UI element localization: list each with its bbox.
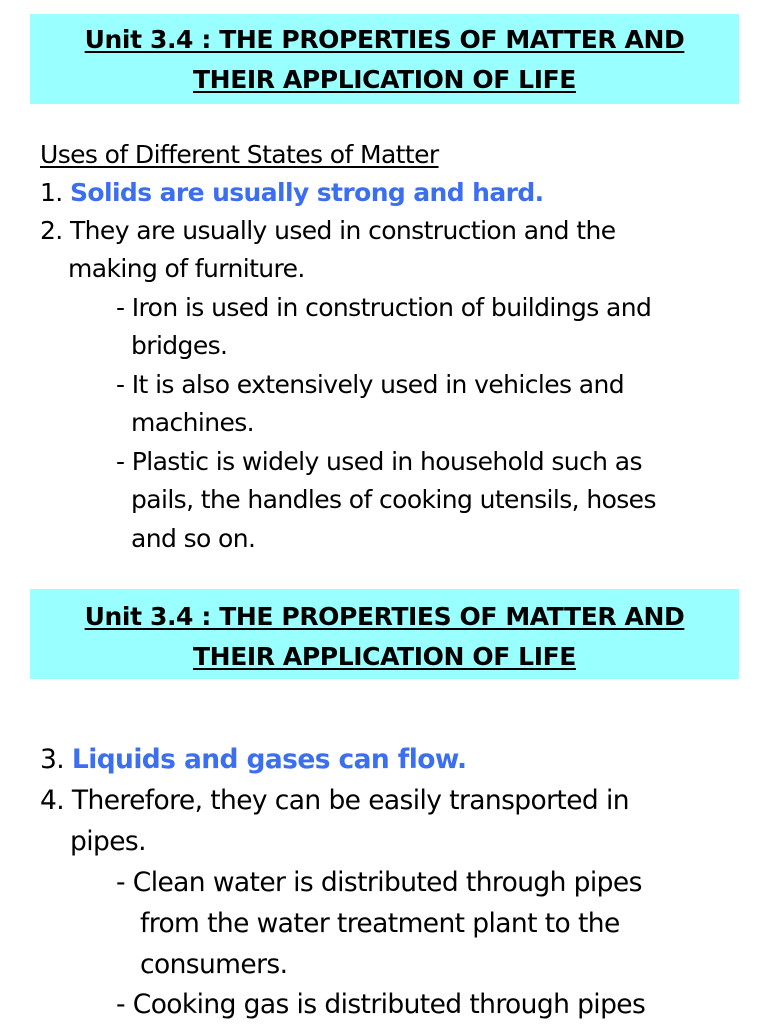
title-line: THEIR APPLICATION OF LIFE (193, 65, 576, 94)
title-line: THEIR APPLICATION OF LIFE (193, 642, 576, 671)
sub-item-cont: and so on. (131, 524, 256, 553)
sub-item: - It is also extensively used in vehicles and (116, 370, 624, 399)
sub-item-cont: bridges. (131, 331, 228, 360)
title-line: Unit 3.4 : THE PROPERTIES OF MATTER AND (84, 25, 685, 54)
sub-item-cont: machines. (131, 408, 255, 437)
section-heading: Uses of Different States of Matter (40, 140, 439, 169)
sub-item: - Iron is used in construction of buildings and (116, 293, 652, 322)
sub-item-cont: from the water treatment plant to the (140, 908, 620, 939)
item-number: 3. (40, 744, 65, 775)
title-banner (30, 14, 739, 104)
sub-item-cont: pails, the handles of cooking utensils, hoses (131, 485, 656, 514)
sub-item: - Plastic is widely used in household such as (116, 447, 642, 476)
list-item: 4. Therefore, they can be easily transported in (40, 785, 629, 816)
highlight-text: Liquids and gases can flow. (71, 744, 467, 775)
sub-item: - Clean water is distributed through pipes (116, 867, 642, 898)
list-item-cont: making of furniture. (68, 254, 305, 283)
list-item (40, 178, 544, 207)
title-line: Unit 3.4 : THE PROPERTIES OF MATTER AND (84, 602, 685, 631)
title-banner (30, 589, 739, 679)
item-number: 1. (40, 178, 63, 207)
list-item (40, 744, 466, 775)
list-item-cont: pipes. (70, 826, 146, 857)
sub-item-cont: consumers. (140, 949, 288, 980)
sub-item: - Cooking gas is distributed through pipes (116, 989, 646, 1020)
highlight-text: Solids are usually strong and hard. (70, 178, 544, 207)
list-item: 2. They are usually used in construction and the (40, 216, 616, 245)
